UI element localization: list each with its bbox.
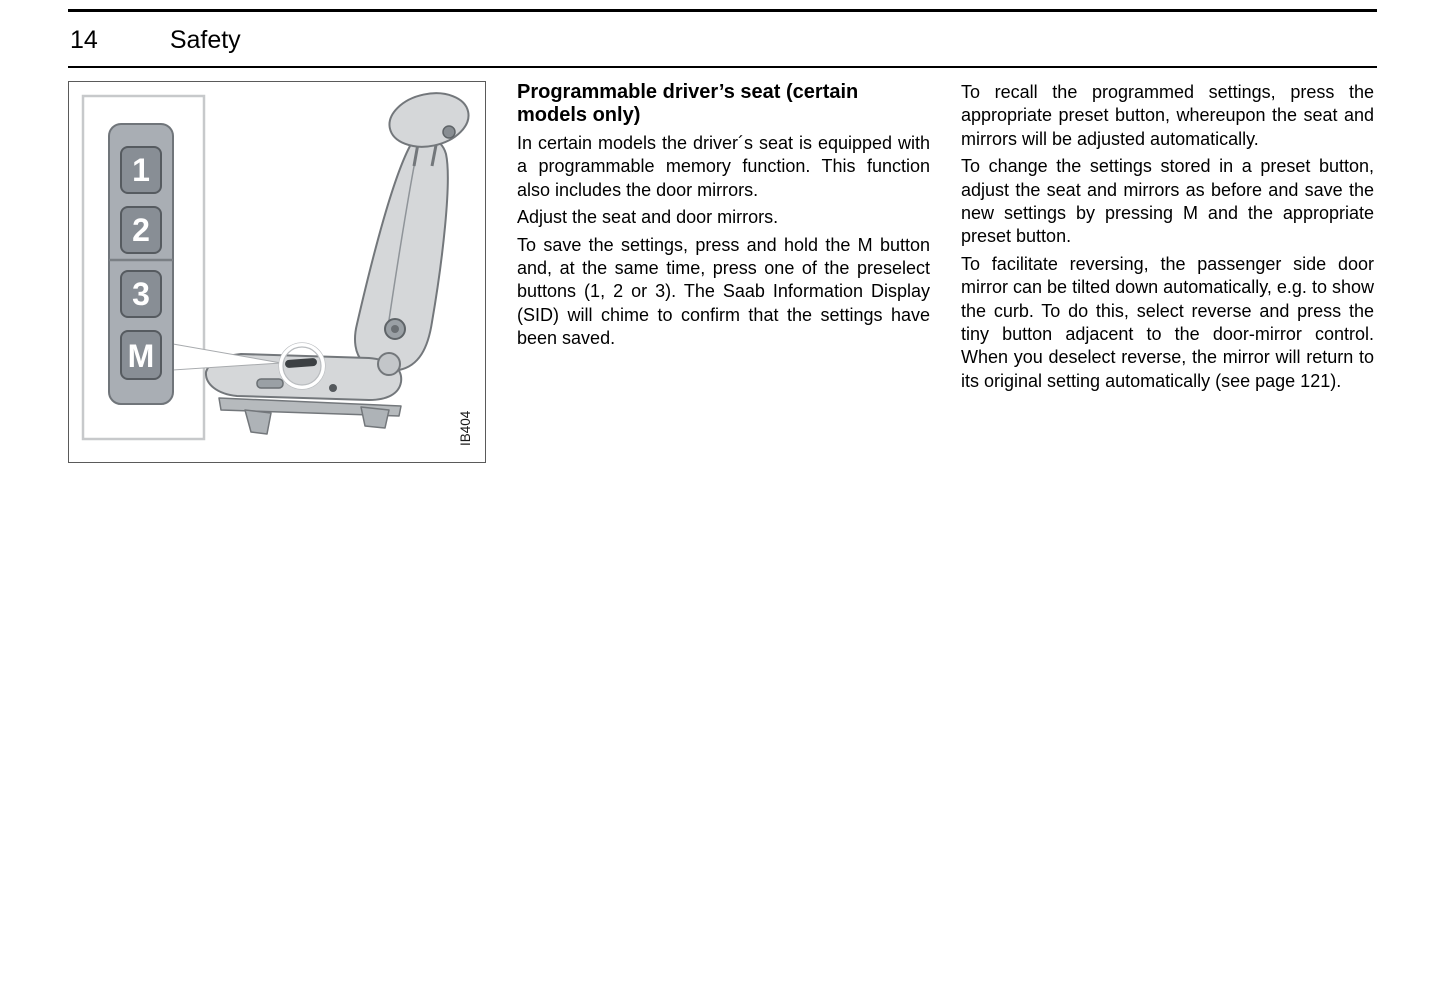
seat-lever: [257, 379, 283, 388]
seat-front-foot: [245, 410, 271, 434]
paragraph: To recall the programmed settings, press the appropriate preset button, whereupon the seat and mirrors will be adjusted automatically.: [961, 82, 1374, 149]
section-title: Safety: [169, 26, 241, 54]
panel-button-1: [121, 147, 161, 193]
panel-button-3: [121, 271, 161, 317]
paragraph: In certain models the driver´s seat is equipped with a programmable memory function. This function also includes the door mirrors.: [517, 133, 930, 200]
panel-button-m-label: M: [127, 338, 155, 374]
panel-button-3-label: 3: [132, 276, 150, 312]
panel-button-2-label: 2: [132, 212, 150, 248]
panel-button-m: [121, 331, 161, 379]
headrest-adjuster-knob: [443, 126, 455, 138]
panel-button-2: [121, 207, 161, 253]
seat-figure: [68, 81, 486, 463]
seat-illustration: [69, 82, 485, 462]
seat-small-knob: [329, 384, 337, 392]
recline-knob-center: [391, 325, 399, 333]
memory-panel: [109, 124, 173, 404]
paragraph: To save the settings, press and hold the M button and, at the same time, press one of the preselect buttons (1, 2 or 3). The Saab Information Display (SID) will chime to confirm that the settings have been saved.: [517, 234, 930, 349]
figure-code: IB404: [458, 410, 473, 446]
text-column-1: [517, 81, 930, 355]
text-column-2: [961, 81, 1374, 397]
seat-drawing: [206, 86, 474, 434]
article-heading: Programmable driver’s seat (certain models only): [517, 81, 859, 126]
page-header: [68, 12, 1377, 66]
seat-rear-foot: [361, 407, 389, 428]
panel-button-1-label: 1: [132, 152, 150, 188]
paragraph: To facilitate reversing, the passenger side door mirror can be tilted down automatically, e.g. to show the curb. To do this, select reverse and press the tiny button adjacent to the door-mirror control. When you deselect reverse, the mirror will return to its original setting automatically (see page 121).: [961, 253, 1374, 391]
header-rule: [68, 66, 1377, 68]
paragraph: To change the settings stored in a preset button, adjust the seat and mirrors as before and save the new settings by pressing M and the appropriate preset button.: [961, 156, 1374, 247]
seat-pivot: [378, 353, 400, 375]
headrest: [384, 86, 473, 153]
manual-page: [0, 9, 1445, 463]
page-content: [68, 81, 1377, 463]
paragraph: Adjust the seat and door mirrors.: [517, 207, 779, 228]
page-number: 14: [70, 26, 98, 54]
